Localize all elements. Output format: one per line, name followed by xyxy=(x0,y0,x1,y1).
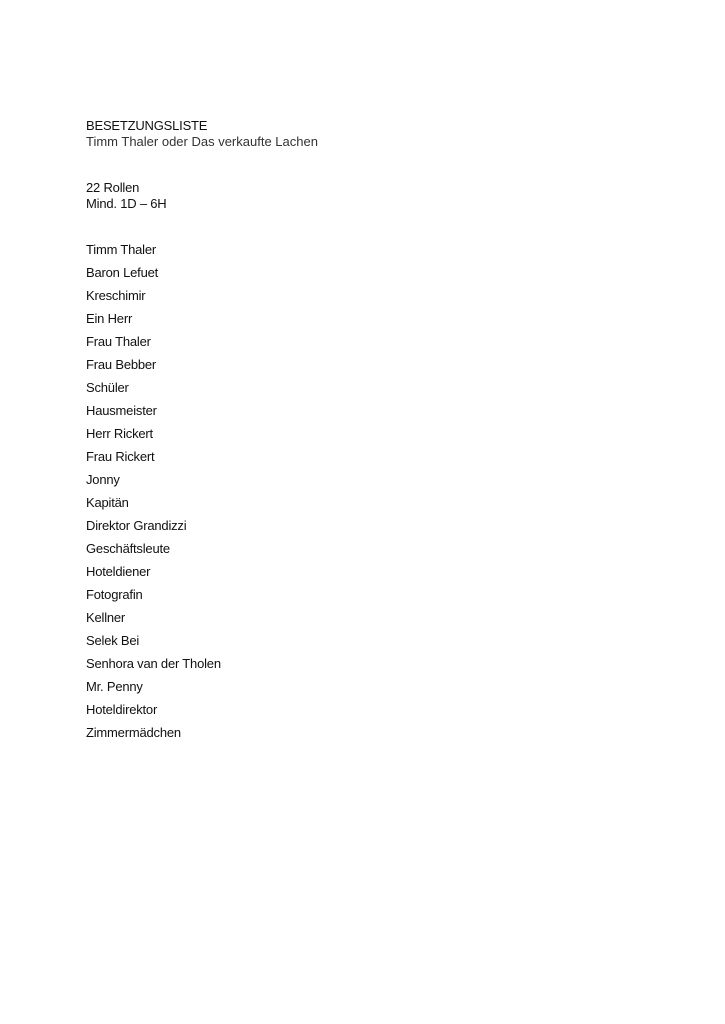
document-subtitle: Timm Thaler oder Das verkaufte Lachen xyxy=(86,134,318,149)
role-item: Geschäftsleute xyxy=(86,541,170,556)
role-item: Schüler xyxy=(86,380,129,395)
role-item: Baron Lefuet xyxy=(86,265,159,280)
role-item: Fotografin xyxy=(86,587,143,602)
role-item: Frau Rickert xyxy=(86,449,155,464)
cast-summary xyxy=(86,180,646,212)
role-item: Hoteldiener xyxy=(86,564,151,579)
role-item: Frau Bebber xyxy=(86,357,157,372)
document-content xyxy=(86,118,646,744)
role-item: Frau Thaler xyxy=(86,334,151,349)
role-item: Kellner xyxy=(86,610,126,625)
role-item: Zimmermädchen xyxy=(86,725,181,740)
minimum-cast: Mind. 1D – 6H xyxy=(86,196,167,211)
role-item: Kreschimir xyxy=(86,288,146,303)
role-item: Timm Thaler xyxy=(86,242,157,257)
role-item: Herr Rickert xyxy=(86,426,153,441)
role-item: Hoteldirektor xyxy=(86,702,158,717)
role-item: Jonny xyxy=(86,472,120,487)
role-item: Kapitän xyxy=(86,495,129,510)
document-heading: BESETZUNGSLISTE xyxy=(86,118,208,133)
role-item: Mr. Penny xyxy=(86,679,143,694)
role-item: Ein Herr xyxy=(86,311,133,326)
role-item: Direktor Grandizzi xyxy=(86,518,187,533)
role-item: Senhora van der Tholen xyxy=(86,656,221,671)
role-item: Hausmeister xyxy=(86,403,157,418)
role-list xyxy=(86,238,646,744)
role-count: 22 Rollen xyxy=(86,180,140,195)
role-item: Selek Bei xyxy=(86,633,140,648)
